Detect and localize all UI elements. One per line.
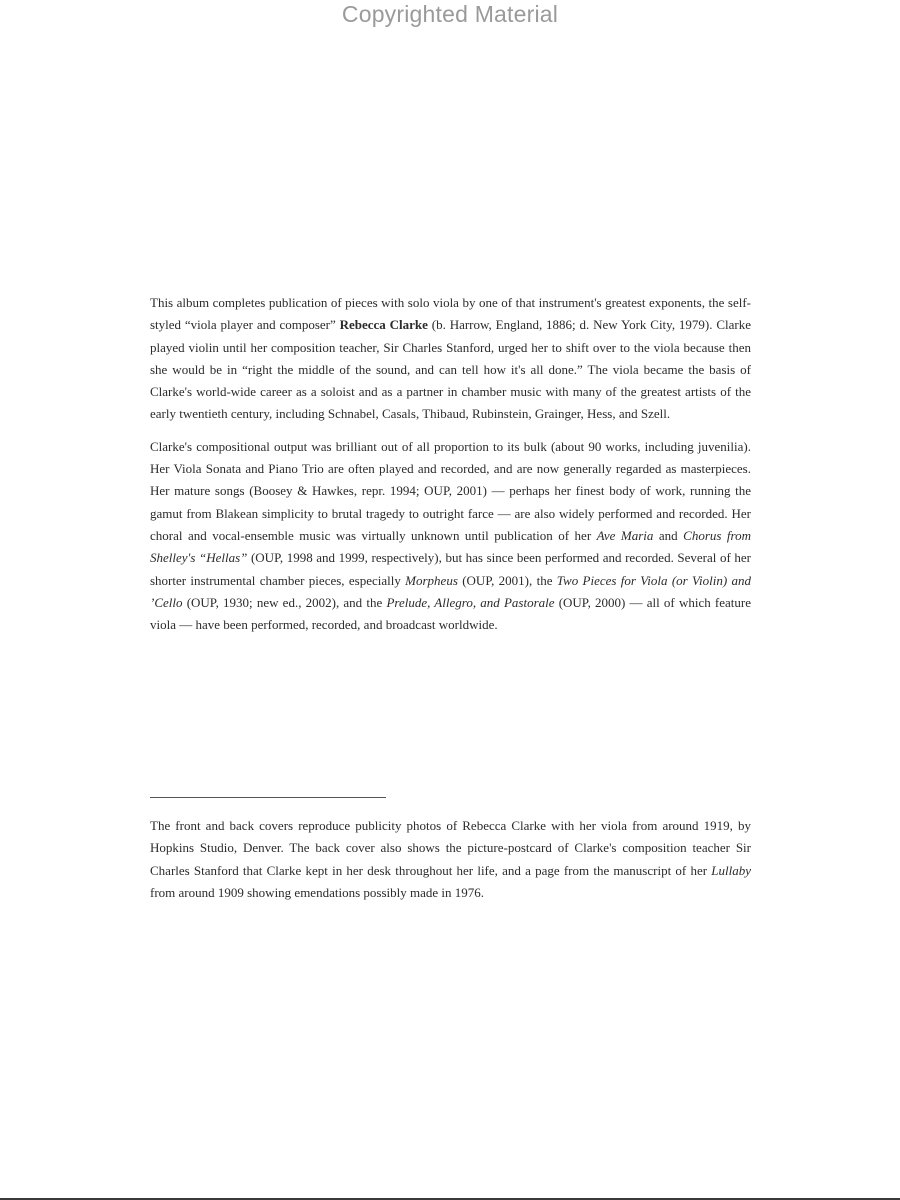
composer-name: Rebecca Clarke [339,317,428,333]
note-text-b: from around 1909 showing emendations possibly made in 1976. [150,884,484,900]
cover-note-paragraph [150,815,751,904]
p2-text-e: (OUP, 1930; new ed., 2002), and the [182,594,387,610]
p2-text-b: and [653,527,684,543]
p1-text-b: (b. Harrow, England, 1886; d. New York City, 1979). Clarke played violin until her composition teacher, Sir Charles Stanford, urged her to shift over to the viola because then she would be in “right the middle of the sound, and can tell how it's all done.” The viola became the basis of Clarke's world-wide career as a soloist and as a partner in chamber music with many of the greatest artists of the early twentieth century, including Schnabel, Casals, Thibaud, Rubinstein, Grainger, Hess, and Szell. [150,317,751,422]
p2-text-a: Clarke's compositional output was brilliant out of all proportion to its bulk (about 90 works, including juvenilia). Her Viola Sonata and Piano Trio are often played and recorded, and are now generally regarded as masterpieces. Her mature songs (Boosey & Hawkes, repr. 1994; OUP, 2001) — perhaps her finest body of work, running the gamut from Blakean simplicity to brutal tragedy to outright farce — are also widely performed and recorded. Her choral and vocal-ensemble music was virtually unknown until publication of her [150,438,751,543]
cover-note [150,815,751,914]
copyright-watermark: Copyrighted Material [341,1,559,27]
p2-text-f: (OUP, 2000) — all of which feature viola — have been performed, recorded, and broadcast worldwide. [150,594,751,633]
title-morpheus: Morpheus [405,572,458,588]
intro-text [150,292,751,646]
title-chorus-hellas: Chorus from Shelley's “Hellas” [150,527,752,566]
title-ave-maria: Ave Maria [596,527,654,543]
title-lullaby: Lullaby [711,862,751,878]
title-two-pieces: Two Pieces for Viola (or Violin) and ’Cello [150,572,751,610]
note-text-a: The front and back covers reproduce publicity photos of Rebecca Clarke with her viola from around 1919, by Hopkins Studio, Denver. The back cover also shows the picture-postcard of Clarke's composition teacher Sir Charles Stanford that Clarke kept in her desk throughout her life, and a page from the manuscript of her [150,818,751,878]
p2-text-c: (OUP, 1998 and 1999, respectively), but has since been performed and recorded. Several of her shorter instrumental chamber pieces, especially [150,550,751,588]
p2-text-d: (OUP, 2001), the [457,572,557,588]
title-prelude: Prelude, Allegro, and Pastorale [386,594,555,610]
intro-paragraph-2 [150,436,751,637]
p1-text-a: This album completes publication of pieces with solo viola by one of that instrument's greatest exponents, the self-styled “viola player and composer” [150,295,751,333]
footnote-divider [150,797,386,798]
intro-paragraph-1 [150,292,751,426]
